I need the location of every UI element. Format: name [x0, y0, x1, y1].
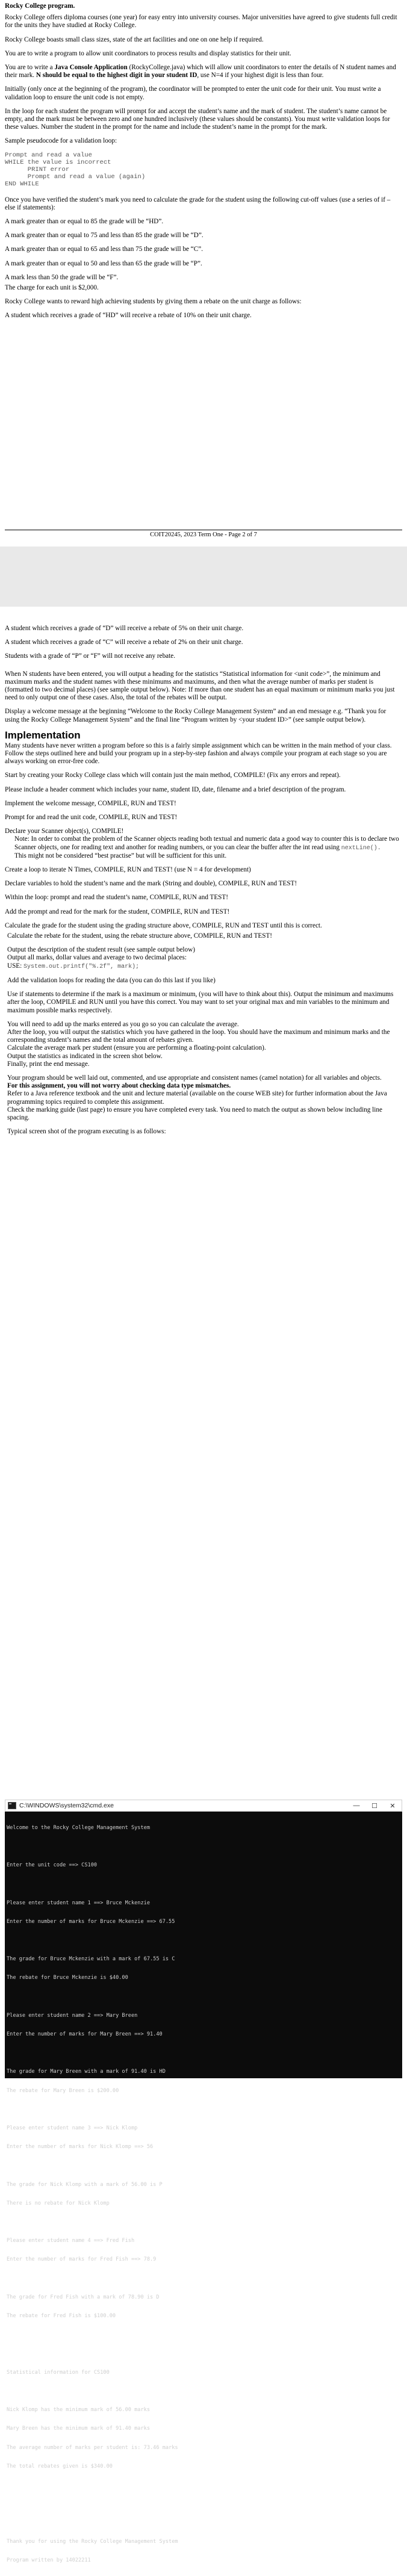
rebate-c: A student which receives a grade of “C” will receive a rebate of 2% on their unit charge.	[5, 639, 243, 646]
console-line: Nick Klomp has the minimum mark of 56.00 marks	[7, 2407, 150, 2413]
console-line	[7, 2107, 400, 2113]
code-span: nextLine().	[341, 844, 381, 852]
close-button[interactable]: ✕	[390, 1802, 396, 1810]
step-variables: Declare variables to hold the student’s name and the mark (String and double), COMPILE, RUN and TEST!	[5, 880, 297, 888]
program-title: Rocky College program.	[5, 2, 75, 10]
console-line: Please enter student name 3 ==> Nick Klomp	[7, 2125, 138, 2132]
console-line	[7, 2332, 400, 2338]
rebate-intro-paragraph: Rocky College wants to reward high achieving students by giving them a rebate on the unit charge as follows:	[5, 298, 302, 306]
intro-paragraph: Rocky College offers diploma courses (one year) for easy entry into university courses. Major universities have agreed to give students full credit for the units they have studied at Rocky College.	[5, 14, 397, 29]
text-span: Note: In order to combat the problem of the Scanner objects reading both textual and numeric data a good way to counter this is to declare two Scanner objects, one for reading text and another for reading numbers, or you can clear the buffer after the int read using	[14, 835, 399, 851]
console-line: The grade for Bruce Mckenzie with a mark of 67.55 is C	[7, 1956, 175, 1963]
console-line: Enter the unit code ==> CS100	[7, 1862, 98, 1869]
console-line: Program written by 14022211	[7, 2557, 91, 2563]
console-line: Please enter student name 1 ==> Bruce Mckenzie	[7, 1899, 150, 1906]
page-gap	[0, 546, 407, 607]
console-line: The total rebates given is $340.00	[7, 2463, 113, 2469]
grade-rule-c: A mark greater than or equal to 65 and less than 75 the grade will be “C”.	[5, 246, 203, 253]
text-span: , use N=4 if your highest digit is less than four.	[197, 72, 324, 79]
console-line	[7, 2050, 400, 2056]
step-add-marks: You will need to add up the marks entered as you go so you can calculate the average.	[7, 1020, 239, 1028]
step-grade: Calculate the grade for the student using the grading structure above, COMPILE, RUN and TEST until this is correct.	[5, 921, 322, 929]
document-page-2	[0, 0, 407, 546]
page-footer: COIT20245, 2023 Term One - Page 2 of 7	[5, 530, 402, 538]
unit-charge: The charge for each unit is $2,000.	[5, 284, 99, 292]
console-title: C:\WINDOWS\system32\cmd.exe	[19, 1802, 114, 1809]
step-prompt-mark: Add the prompt and read for the mark for the student, COMPILE, RUN and TEST!	[5, 908, 230, 915]
console-line	[7, 2219, 400, 2225]
step-printf	[5, 962, 402, 971]
step-min-max: Use if statements to determine if the mark is a maximum or minimum, (you will have to think about this). Output the minimum and maximums after the loop, COMPILE and RUN until you have this correct. You may want to set your original max and min variables to the minimum and maximum possible marks respectively.	[7, 991, 394, 1014]
step-after-loop: After the loop, you will output the statistics which you have gathered in the loop. You should have the maximum and minimum marks and the corresponding student’s names and the total amount of rebates given.	[7, 1028, 390, 1044]
step-unit-code: Prompt for and read the unit code, COMPILE, RUN and TEST!	[5, 814, 178, 822]
console-line: There is no rebate for Nick Klomp	[7, 2200, 110, 2206]
text-span: USE:	[7, 962, 24, 970]
grade-rule-p: A mark greater than or equal to 50 and less than 65 the grade will be “P”.	[5, 259, 202, 267]
console-line	[7, 1844, 400, 1850]
step-output-decimals: Output all marks, dollar values and average to two decimal places:	[7, 954, 187, 962]
step-output-statistics: Output the statistics as indicated in the screen shot below.	[7, 1052, 163, 1060]
console-line: Please enter student name 4 ==> Fred Fish	[7, 2238, 135, 2244]
console-line: Please enter student name 2 ==> Mary Breen	[7, 2012, 138, 2019]
console-line: Enter the number of marks for Bruce Mckenzie ==> 67.55	[7, 1918, 175, 1925]
step-welcome: Implement the welcome message, COMPILE, RUN and TEST!	[5, 799, 176, 807]
implementation-heading: Implementation	[5, 729, 81, 741]
step-prompt-name: Within the loop: prompt and read the student’s name, COMPILE, RUN and TEST!	[5, 894, 228, 902]
console-line	[7, 2388, 400, 2394]
console-line: Enter the number of marks for Mary Breen ==> 91.40	[7, 2031, 163, 2038]
layout-paragraph: Your program should be well laid out, commented, and use appropriate and consistent names (camel notation) for all variables and objects.	[7, 1074, 382, 1082]
step-create-class: Start by creating your Rocky College class which will contain just the main method, COMPILE! (Fix any errors and repeat).	[5, 772, 341, 779]
console-line: Welcome to the Rocky College Management System	[7, 1824, 150, 1831]
console-line: The grade for Fred Fish with a mark of 78.90 is D	[7, 2294, 160, 2300]
console-line	[7, 2482, 400, 2488]
step-validation: Add the validation loops for reading the data (you can do this last if you like)	[7, 976, 216, 984]
bold-text: Java Console Application	[54, 64, 128, 72]
text-span: This might not be considered “best practise” but will be sufficient for this unit.	[14, 852, 227, 859]
console-line: The average number of marks per student is: 73.46 marks	[7, 2444, 178, 2451]
grade-rule-hd: A mark greater than or equal to 85 the grade will be “HD”.	[5, 218, 164, 226]
step-header-comment: Please include a header comment which includes your name, student ID, date, filename and a brief description of the program.	[5, 785, 346, 793]
student-loop-paragraph: In the loop for each student the program will prompt for and accept the student’s name and the mark of student. The student’s name cannot be empty, and the mark must be between zero and one hundred inclusively (these values should be constants). You must write validation loops for these values. Number the student in the prompt for the name and include the student’s name in the prompt for the mark.	[5, 107, 390, 131]
step-average: Calculate the average mark per student (ensure you are performing a floating-point calculation).	[7, 1044, 266, 1052]
console-line: Enter the number of marks for Fred Fish ==> 78.9	[7, 2256, 157, 2263]
screenshot-intro: Typical screen shot of the program executing is as follows:	[7, 1128, 166, 1136]
console-window	[5, 1800, 402, 2563]
text-span: (RockyCollege.java) which will allow unit coordinators to enter the details of N student names and their mark.	[5, 64, 396, 79]
maximize-button[interactable]: ☐	[371, 1802, 377, 1810]
class-size-paragraph: Rocky College boasts small class sizes, state of the art facilities and one on one help if required.	[5, 36, 264, 43]
console-line: The grade for Mary Breen with a mark of 91.40 is HD	[7, 2069, 166, 2075]
statistics-paragraph: When N students have been entered, you will output a heading for the statistics “Statistical information for <unit code>”, the minimum and maximum marks and the student names with these minimums and maximums, and then what the average number of marks per student is (formatted to two decimal places) (see sample output below). Note: If more than one student has an equal maximum or minimum marks you just need to only output one of these cases. Also, the total of the rebates will be output.	[5, 670, 395, 702]
console-line: The rebate for Bruce Mckenzie is $40.00	[7, 1975, 128, 1981]
data-type-note: For this assignment, you will not worry about checking data type mismatches.	[7, 1082, 231, 1090]
scanner-note	[5, 835, 402, 860]
marking-guide-paragraph: Check the marking guide (last page) to ensure you have completed every task. You need to match the output as shown below including line spacing.	[7, 1106, 382, 1121]
console-line: The rebate for Fred Fish is $100.00	[7, 2313, 116, 2320]
console-line	[7, 1937, 400, 1943]
console-line	[7, 2501, 400, 2507]
task-paragraph: You are to write a program to allow unit coordinators to process results and display statistics for their unit.	[5, 49, 291, 57]
console-line	[7, 1994, 400, 2000]
grade-rule-d: A mark greater than or equal to 75 and less than 85 the grade will be “D”.	[5, 232, 204, 240]
console-line: Mary Breen has the minimum mark of 91.40 marks	[7, 2426, 150, 2432]
console-line: The grade for Nick Klomp with a mark of 56.00 is P	[7, 2181, 163, 2188]
console-app-paragraph	[5, 64, 402, 79]
console-line: The rebate for Mary Breen is $200.00	[7, 2087, 119, 2094]
reference-paragraph: Refer to a Java reference textbook and the unit and lecture material (available on the course WEB site) for further information about the Java programming topics required to complete this assignment.	[7, 1090, 387, 1106]
step-end-message: Finally, print the end message.	[7, 1060, 90, 1068]
console-output	[5, 1812, 402, 2563]
welcome-message-paragraph: Display a welcome message at the beginning “Welcome to the Rocky College Management System” and an end message e.g. “Thank you for using the Rocky College Management System” and the final line “Program written by <your student ID>” (see sample output below).	[5, 708, 387, 723]
step-scanner: Declare your Scanner object(s), COMPILE!	[5, 828, 124, 835]
console-line	[7, 2351, 400, 2357]
grade-rule-f: A mark less than 50 the grade will be “F”.	[5, 273, 119, 281]
minimize-button[interactable]: —	[353, 1802, 360, 1809]
cmd-icon	[8, 1802, 16, 1809]
unit-code-paragraph: Initially (only once at the beginning of the program), the coordinator will be prompted to enter the unit code for their unit. You must write a validation loop to ensure the unit code is not empty.	[5, 85, 381, 101]
text-span: You are to write a	[5, 64, 55, 72]
rebate-d: A student which receives a grade of “D” will receive a rebate of 5% on their unit charge.	[5, 625, 244, 632]
console-line: Enter the number of marks for Nick Klomp ==> 56	[7, 2144, 154, 2150]
console-line	[7, 2519, 400, 2525]
step-rebate: Calculate the rebate for the student, using the rebate structure above, COMPILE, RUN and TEST!	[7, 932, 273, 940]
pseudocode-intro: Sample pseudocode for a validation loop:	[5, 137, 117, 145]
grade-intro-paragraph: Once you have verified the student’s mark you need to calculate the grade for the student using the following cut-off values (use a series of if – else if statements):	[5, 196, 391, 211]
console-line	[7, 2163, 400, 2169]
pseudocode-block: Prompt and read a value WHILE the value is incorrect PRINT error Prompt and read a value (again) END WHILE	[5, 151, 146, 188]
console-line	[7, 1881, 400, 1887]
rebate-hd: A student which receives a grade of “HD” will receive a rebate of 10% on their unit charge.	[5, 312, 252, 320]
console-line: Thank you for using the Rocky College Management System	[7, 2538, 178, 2545]
console-line: Statistical information for CS100	[7, 2369, 110, 2376]
bold-text: N should be equal to the highest digit in your student ID	[36, 72, 197, 79]
rebate-none: Students with a grade of “P” or “F” will not receive any rebate.	[5, 652, 176, 660]
step-output-description: Output the description of the student result (see sample output below)	[7, 946, 195, 954]
console-line	[7, 2276, 400, 2282]
console-titlebar	[5, 1800, 402, 1812]
code-span: System.out.printf("%.2f", mark);	[23, 963, 140, 970]
implementation-paragraph: Many students have never written a program before so this is a fairly simple assignment which can be written in the main method of your class. Follow the steps outlined here and build your program up in a step-by-step fashion and always compile your program at each stage so you are always working on error-free code.	[5, 742, 392, 766]
step-loop: Create a loop to iterate N Times, COMPILE, RUN and TEST! (use N = 4 for development)	[5, 866, 251, 874]
